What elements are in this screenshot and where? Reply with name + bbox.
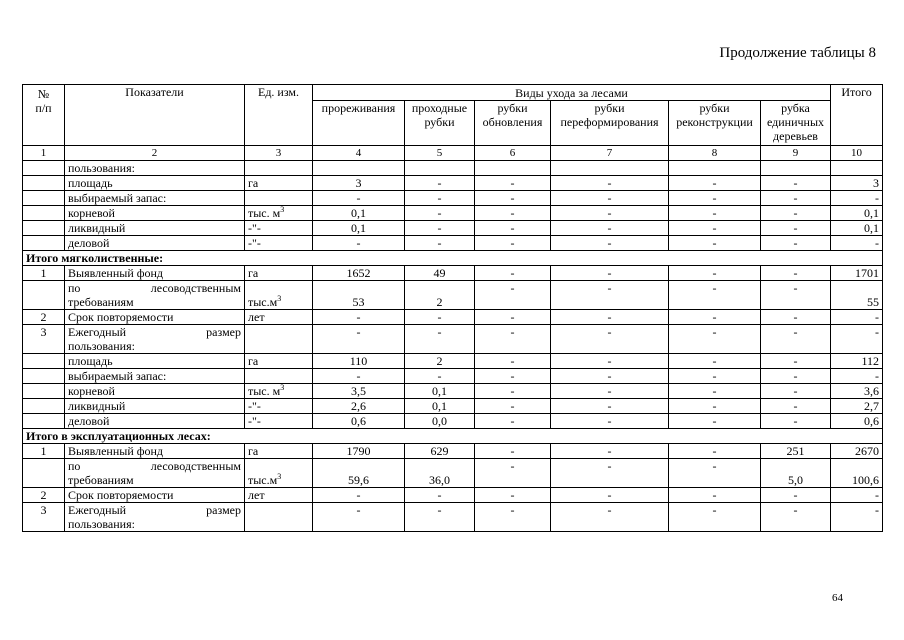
cell-col-7: - xyxy=(551,325,669,354)
row-number xyxy=(23,191,65,206)
cell-col-4: 3 xyxy=(313,176,405,191)
row-unit: тыс. $м^3$ xyxy=(245,206,313,221)
cell-col-4: 3,5 xyxy=(313,384,405,399)
row-number xyxy=(23,354,65,369)
cell-col-10: 55 xyxy=(831,281,883,310)
cell-col-10: - xyxy=(831,191,883,206)
row-number xyxy=(23,236,65,251)
row-unit: га xyxy=(245,354,313,369)
cell-col-8: - xyxy=(669,236,761,251)
cell-col-9: - xyxy=(761,281,831,310)
row-label: пользования: xyxy=(65,161,245,176)
cell-col-9: - xyxy=(761,310,831,325)
row-label: деловой xyxy=(65,414,245,429)
cell-col-5: - xyxy=(405,206,475,221)
row-label: Срок повторяемости xyxy=(65,488,245,503)
cell-col-8: - xyxy=(669,325,761,354)
cell-col-8: - xyxy=(669,414,761,429)
cell-col-10: - xyxy=(831,325,883,354)
row-label: Срок повторяемости xyxy=(65,310,245,325)
table-row xyxy=(23,369,883,384)
cell-col-6: - xyxy=(475,444,551,459)
cell-col-6: - xyxy=(475,191,551,206)
cell-col-7: - xyxy=(551,266,669,281)
cell-col-4: 1790 xyxy=(313,444,405,459)
row-unit: га xyxy=(245,444,313,459)
column-index-5: 5 xyxy=(405,146,475,161)
cell-col-4: - xyxy=(313,503,405,532)
cell-col-6: - xyxy=(475,266,551,281)
cell-col-6: - xyxy=(475,236,551,251)
cell-col-9: - xyxy=(761,369,831,384)
cell-col-10: 2,7 xyxy=(831,399,883,414)
table-row xyxy=(23,310,883,325)
cell-col-10: - xyxy=(831,369,883,384)
column-index-10: 10 xyxy=(831,146,883,161)
cell-col-8: - xyxy=(669,444,761,459)
cell-col-6: - xyxy=(475,503,551,532)
cell-col-10: 2670 xyxy=(831,444,883,459)
row-number xyxy=(23,161,65,176)
cell-col-6: - xyxy=(475,176,551,191)
cell-col-7: - xyxy=(551,236,669,251)
table-row xyxy=(23,176,883,191)
cell-col-10: 3,6 xyxy=(831,384,883,399)
cell-col-10: 100,6 xyxy=(831,459,883,488)
cell-col-7: - xyxy=(551,221,669,236)
cell-col-9: - xyxy=(761,266,831,281)
cell-col-8 xyxy=(669,161,761,176)
header-group: Виды ухода за лесами xyxy=(313,85,831,101)
cell-col-8: - xyxy=(669,266,761,281)
column-index-7: 7 xyxy=(551,146,669,161)
row-number xyxy=(23,384,65,399)
row-label: корневой xyxy=(65,384,245,399)
row-label: Выявленный фонд xyxy=(65,444,245,459)
column-index-2: 2 xyxy=(65,146,245,161)
row-label: ликвидный xyxy=(65,221,245,236)
cell-col-7: - xyxy=(551,191,669,206)
cell-col-5: - xyxy=(405,176,475,191)
cell-col-9: 5,0 xyxy=(761,459,831,488)
cell-col-6: - xyxy=(475,221,551,236)
table-row xyxy=(23,221,883,236)
cell-col-4: - xyxy=(313,325,405,354)
row-unit: -"- xyxy=(245,414,313,429)
cell-col-10: 0,1 xyxy=(831,206,883,221)
cell-col-5: - xyxy=(405,369,475,384)
cell-col-8: - xyxy=(669,176,761,191)
header-col-5: проходные рубки xyxy=(405,101,475,146)
cell-col-5: 0,0 xyxy=(405,414,475,429)
row-unit: $тыс.м^3$ xyxy=(245,281,313,310)
cell-col-6: - xyxy=(475,369,551,384)
cell-col-9: - xyxy=(761,488,831,503)
cell-col-4: 53 xyxy=(313,281,405,310)
cell-col-7: - xyxy=(551,310,669,325)
cell-col-10: - xyxy=(831,310,883,325)
row-label: корневой xyxy=(65,206,245,221)
header-col-4: прореживания xyxy=(313,101,405,146)
row-unit: тыс. $м^3$ xyxy=(245,384,313,399)
row-unit: га xyxy=(245,176,313,191)
table-row xyxy=(23,206,883,221)
cell-col-4: 110 xyxy=(313,354,405,369)
row-number: 3 xyxy=(23,325,65,354)
row-unit xyxy=(245,325,313,354)
cell-col-7: - xyxy=(551,281,669,310)
section-row xyxy=(23,251,883,266)
cell-col-9: - xyxy=(761,206,831,221)
row-unit xyxy=(245,161,313,176)
row-number: 2 xyxy=(23,488,65,503)
cell-col-7: - xyxy=(551,206,669,221)
cell-col-9: - xyxy=(761,354,831,369)
row-label: ликвидный xyxy=(65,399,245,414)
row-number xyxy=(23,459,65,488)
row-unit: лет xyxy=(245,488,313,503)
table-row xyxy=(23,281,883,310)
cell-col-8: - xyxy=(669,503,761,532)
page-number: 64 xyxy=(832,592,843,604)
forest-care-table xyxy=(22,84,883,532)
row-label: Выявленный фонд xyxy=(65,266,245,281)
cell-col-4: 0,6 xyxy=(313,414,405,429)
cell-col-5: 49 xyxy=(405,266,475,281)
column-index-1: 1 xyxy=(23,146,65,161)
cell-col-5: 0,1 xyxy=(405,399,475,414)
cell-col-7: - xyxy=(551,444,669,459)
row-label: по лесоводственным требованиям xyxy=(65,281,245,310)
cell-col-4: 2,6 xyxy=(313,399,405,414)
cell-col-7: - xyxy=(551,399,669,414)
row-number xyxy=(23,414,65,429)
column-index-8: 8 xyxy=(669,146,761,161)
cell-col-4: 59,6 xyxy=(313,459,405,488)
table-row xyxy=(23,488,883,503)
cell-col-8: - xyxy=(669,191,761,206)
cell-col-6 xyxy=(475,161,551,176)
table-row xyxy=(23,236,883,251)
table-row xyxy=(23,503,883,532)
row-label: выбираемый запас: xyxy=(65,369,245,384)
cell-col-9: - xyxy=(761,384,831,399)
cell-col-9: - xyxy=(761,236,831,251)
row-unit xyxy=(245,369,313,384)
row-number xyxy=(23,369,65,384)
row-number xyxy=(23,206,65,221)
cell-col-8: - xyxy=(669,281,761,310)
cell-col-8: - xyxy=(669,399,761,414)
cell-col-4: - xyxy=(313,369,405,384)
cell-col-7: - xyxy=(551,354,669,369)
row-number xyxy=(23,281,65,310)
row-label: выбираемый запас: xyxy=(65,191,245,206)
table-row xyxy=(23,354,883,369)
cell-col-7: - xyxy=(551,488,669,503)
cell-col-5: - xyxy=(405,488,475,503)
table-row xyxy=(23,384,883,399)
cell-col-8: - xyxy=(669,384,761,399)
cell-col-8: - xyxy=(669,310,761,325)
cell-col-6: - xyxy=(475,354,551,369)
column-index-6: 6 xyxy=(475,146,551,161)
cell-col-9: - xyxy=(761,414,831,429)
cell-col-9: - xyxy=(761,399,831,414)
column-index-3: 3 xyxy=(245,146,313,161)
header-total: Итого xyxy=(831,85,883,146)
row-number: 3 xyxy=(23,503,65,532)
cell-col-9: - xyxy=(761,503,831,532)
cell-col-6: - xyxy=(475,459,551,488)
cell-col-9: - xyxy=(761,221,831,236)
cell-col-4: 0,1 xyxy=(313,206,405,221)
cell-col-4: - xyxy=(313,236,405,251)
cell-col-6: - xyxy=(475,281,551,310)
row-unit xyxy=(245,503,313,532)
header-col-8: рубки реконструкции xyxy=(669,101,761,146)
cell-col-8: - xyxy=(669,369,761,384)
cell-col-7: - xyxy=(551,503,669,532)
table-row xyxy=(23,266,883,281)
cell-col-10: 0,6 xyxy=(831,414,883,429)
table-row xyxy=(23,444,883,459)
cell-col-10: - xyxy=(831,503,883,532)
cell-col-6: - xyxy=(475,414,551,429)
table-row xyxy=(23,414,883,429)
cell-col-10: - xyxy=(831,488,883,503)
cell-col-9: - xyxy=(761,191,831,206)
continuation-title: Продолжение таблицы 8 xyxy=(719,45,876,61)
section-row xyxy=(23,429,883,444)
cell-col-7: - xyxy=(551,176,669,191)
cell-col-5: - xyxy=(405,221,475,236)
cell-col-9: - xyxy=(761,176,831,191)
section-title: Итого в эксплуатационных лесах: xyxy=(23,429,883,444)
cell-col-4: - xyxy=(313,488,405,503)
row-number xyxy=(23,176,65,191)
cell-col-7: - xyxy=(551,414,669,429)
cell-col-7: - xyxy=(551,459,669,488)
row-unit: $тыс.м^3$ xyxy=(245,459,313,488)
section-title: Итого мягколиственные: xyxy=(23,251,883,266)
row-label: деловой xyxy=(65,236,245,251)
cell-col-4: - xyxy=(313,191,405,206)
row-number: 1 xyxy=(23,444,65,459)
cell-col-5 xyxy=(405,161,475,176)
table-row xyxy=(23,459,883,488)
cell-col-9: - xyxy=(761,325,831,354)
row-number xyxy=(23,221,65,236)
cell-col-6: - xyxy=(475,488,551,503)
cell-col-8: - xyxy=(669,206,761,221)
row-label: площадь xyxy=(65,176,245,191)
cell-col-8: - xyxy=(669,459,761,488)
cell-col-7 xyxy=(551,161,669,176)
cell-col-6: - xyxy=(475,206,551,221)
cell-col-10: 1701 xyxy=(831,266,883,281)
row-unit: -"- xyxy=(245,236,313,251)
row-number: 2 xyxy=(23,310,65,325)
cell-col-8: - xyxy=(669,488,761,503)
table-row xyxy=(23,325,883,354)
row-unit: -"- xyxy=(245,221,313,236)
cell-col-5: - xyxy=(405,236,475,251)
row-unit: га xyxy=(245,266,313,281)
row-unit: -"- xyxy=(245,399,313,414)
cell-col-10 xyxy=(831,161,883,176)
cell-col-10: 0,1 xyxy=(831,221,883,236)
cell-col-9 xyxy=(761,161,831,176)
cell-col-4: 1652 xyxy=(313,266,405,281)
table-row xyxy=(23,399,883,414)
cell-col-5: - xyxy=(405,310,475,325)
cell-col-5: 0,1 xyxy=(405,384,475,399)
row-label: по лесоводственным требованиям xyxy=(65,459,245,488)
row-label: Ежегодный размер пользования: xyxy=(65,325,245,354)
header-col-9: рубка единичных деревьев xyxy=(761,101,831,146)
row-number xyxy=(23,399,65,414)
cell-col-7: - xyxy=(551,369,669,384)
cell-col-10: 3 xyxy=(831,176,883,191)
row-label: площадь xyxy=(65,354,245,369)
cell-col-4 xyxy=(313,161,405,176)
cell-col-9: 251 xyxy=(761,444,831,459)
cell-col-6: - xyxy=(475,325,551,354)
cell-col-4: - xyxy=(313,310,405,325)
header-unit: Ед. изм. xyxy=(245,85,313,146)
cell-col-6: - xyxy=(475,310,551,325)
cell-col-6: - xyxy=(475,384,551,399)
header-col-7: рубки переформирования xyxy=(551,101,669,146)
cell-col-5: 36,0 xyxy=(405,459,475,488)
cell-col-7: - xyxy=(551,384,669,399)
cell-col-10: - xyxy=(831,236,883,251)
column-index-9: 9 xyxy=(761,146,831,161)
row-label: Ежегодный размер пользования: xyxy=(65,503,245,532)
cell-col-5: - xyxy=(405,503,475,532)
row-unit xyxy=(245,191,313,206)
table-row xyxy=(23,161,883,176)
row-unit: лет xyxy=(245,310,313,325)
table-row xyxy=(23,191,883,206)
cell-col-6: - xyxy=(475,399,551,414)
cell-col-5: - xyxy=(405,191,475,206)
cell-col-8: - xyxy=(669,221,761,236)
cell-col-5: 629 xyxy=(405,444,475,459)
cell-col-4: 0,1 xyxy=(313,221,405,236)
cell-col-5: 2 xyxy=(405,281,475,310)
column-index-4: 4 xyxy=(313,146,405,161)
header-col-6: рубки обновления xyxy=(475,101,551,146)
row-number: 1 xyxy=(23,266,65,281)
header-num: № п/п xyxy=(23,85,65,146)
header-indicators: Показатели xyxy=(65,85,245,146)
cell-col-8: - xyxy=(669,354,761,369)
cell-col-5: 2 xyxy=(405,354,475,369)
cell-col-10: 112 xyxy=(831,354,883,369)
cell-col-5: - xyxy=(405,325,475,354)
